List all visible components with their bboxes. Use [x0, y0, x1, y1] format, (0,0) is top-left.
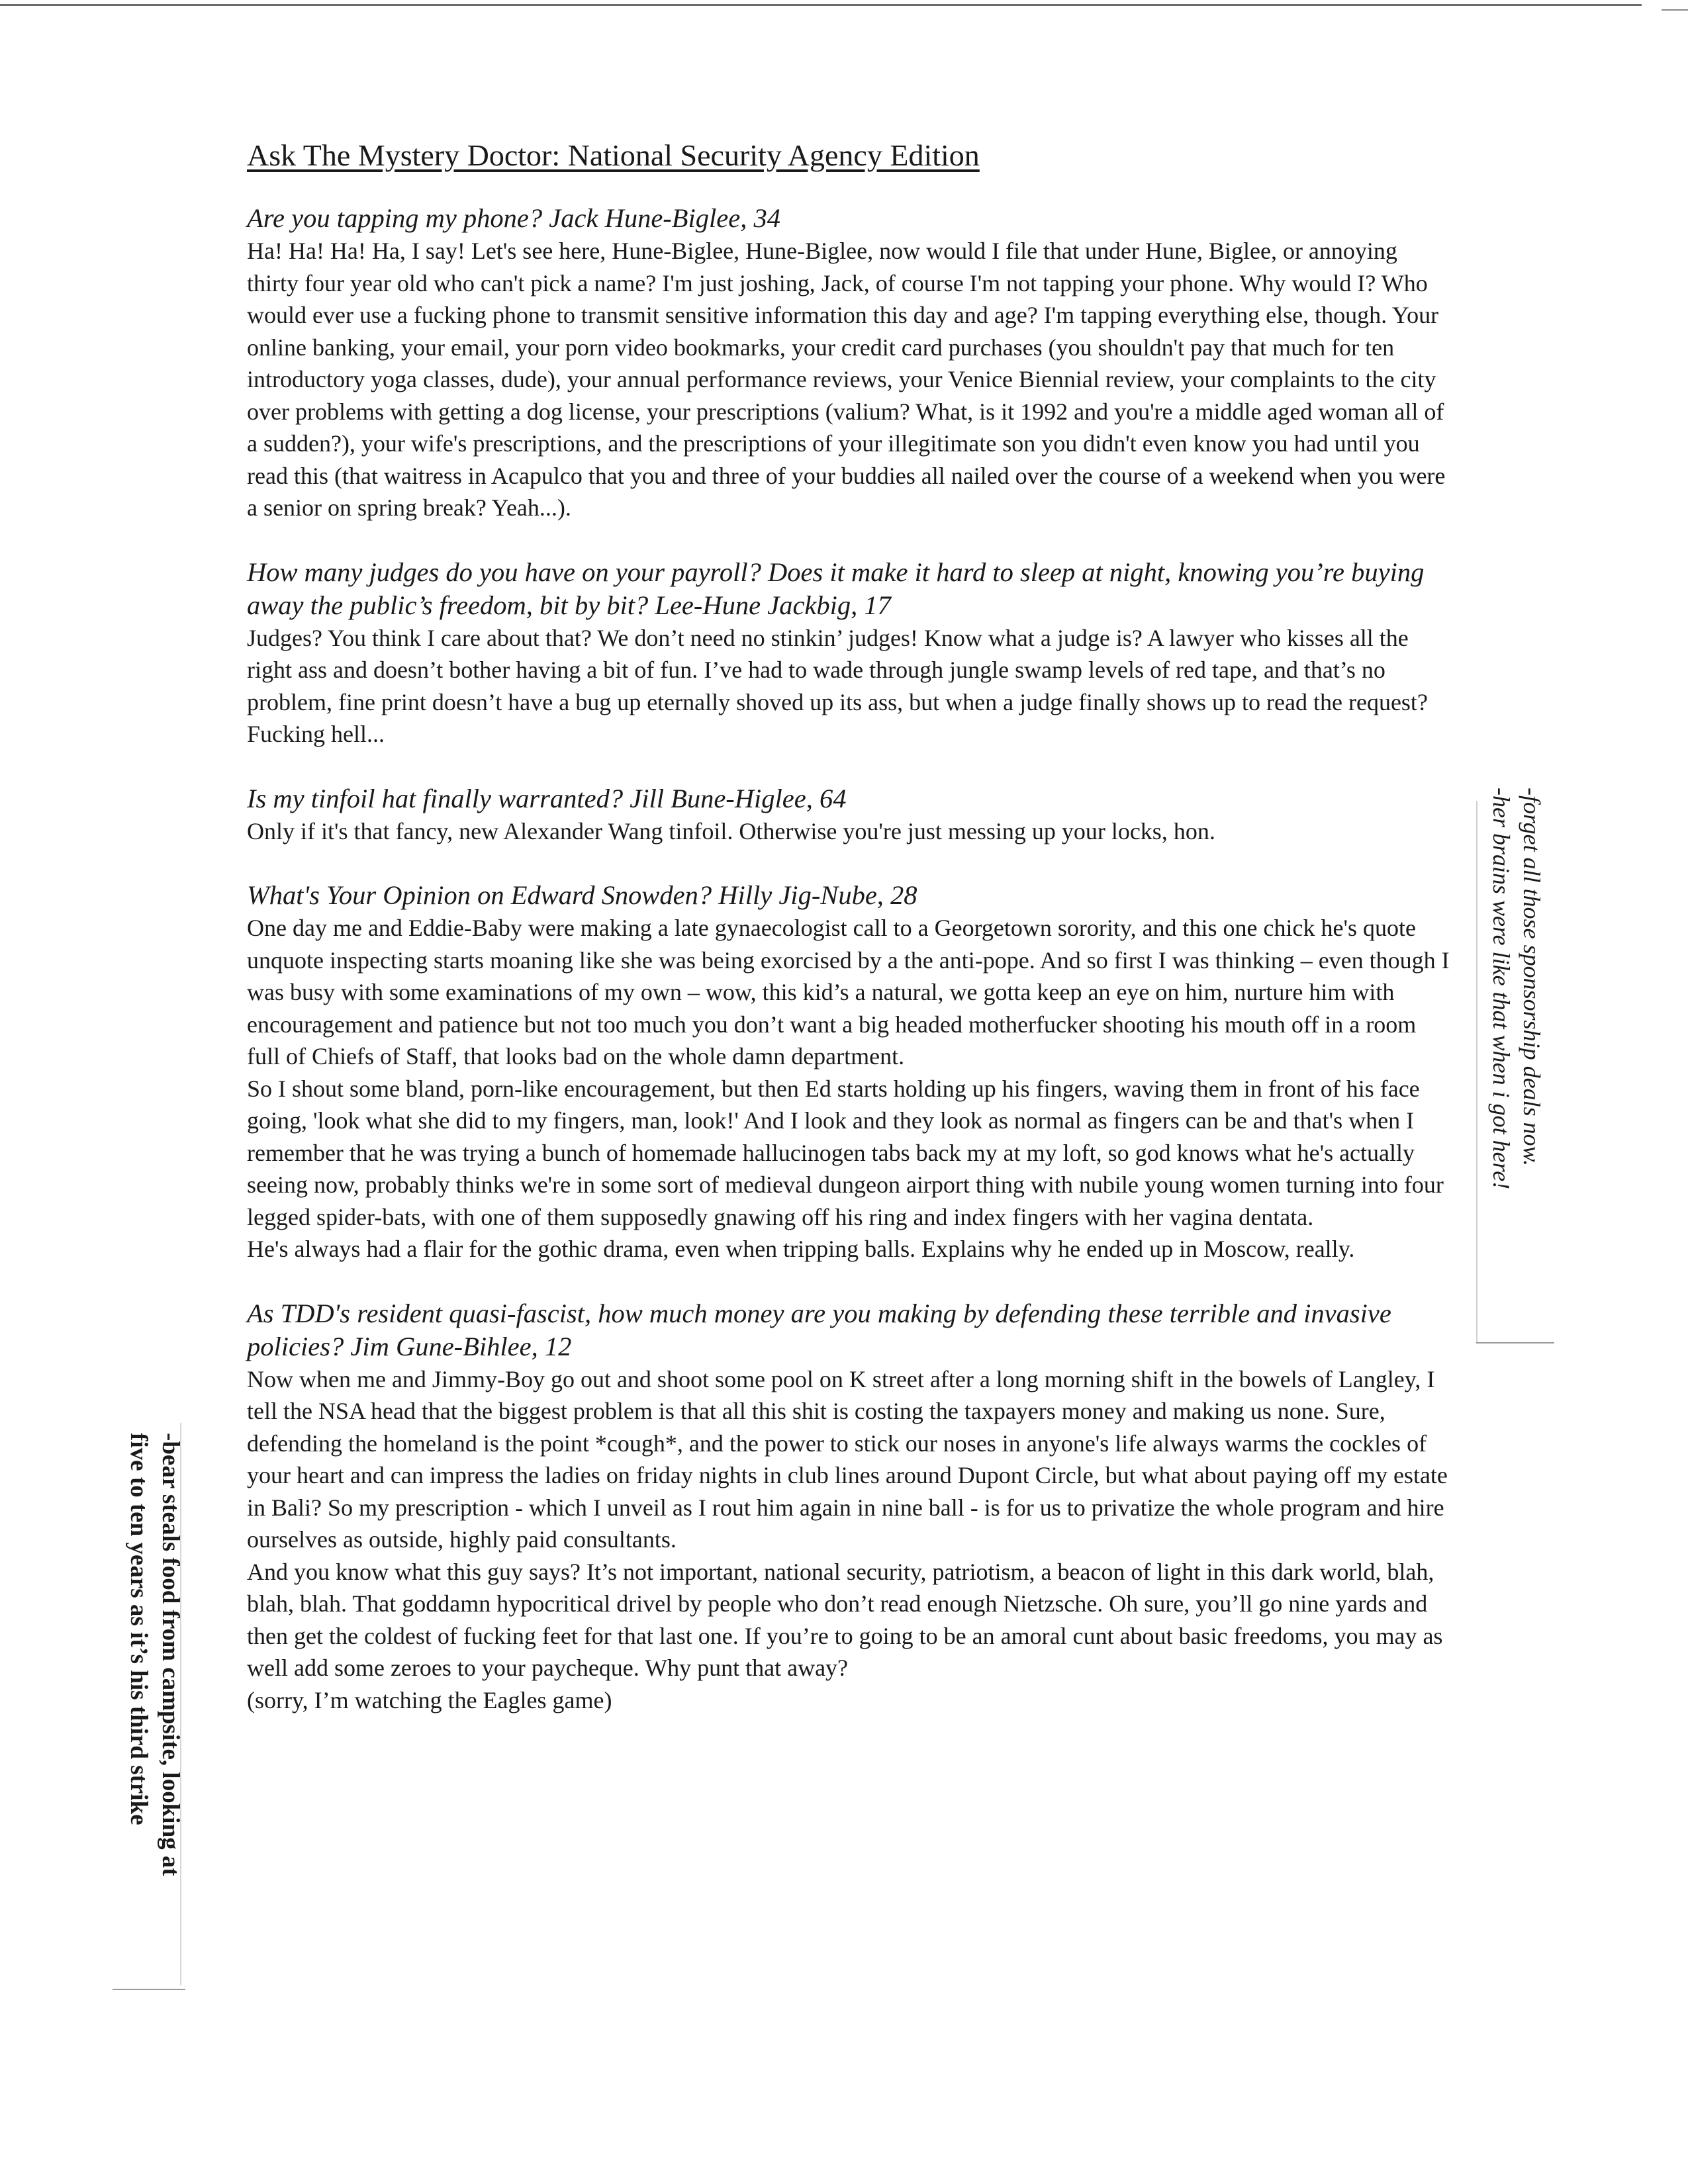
answer-1-paragraph-1: Ha! Ha! Ha! Ha, I say! Let's see here, Hune-Biglee, Hune-Biglee, now would I file that under Hune, Biglee, or annoying thirty four year old who can't pick a name? I'm just joshing, Jack, of course I'm not tapping your phone. Why would I? Who would ever use a fucking phone to transmit sensitive information this day and age? I'm tapping everything else, though. Your online banking, your email, your porn video bookmarks, your credit card purchases (you shouldn't pay that much for ten introductory yoga classes, dude), your annual performance reviews, your Venice Biennial review, your complaints to the city over problems with getting a dog license, your prescriptions (valium? What, is it 1992 and you're a middle aged woman all of a sudden?), your wife's prescriptions, and the prescriptions of your illegitimate son you didn't even know you had until you read this (that waitress in Acapulco that you and three of your buddies all nailed over the course of a weekend when you were a senior on spring break? Yeah...). — [247, 238, 1446, 521]
answer-4-paragraph-2: So I shout some bland, porn-like encouragement, but then Ed starts holding up his fingers, waving them in front of his face going, 'look what she did to my fingers, man, look!' And I look and they look as normal as fingers can be and that's when I remember that he was trying a bunch of homemade hallucinogen tabs back my at my loft, so god knows what he's actually seeing now, probably thinks we're in some sort of medieval dungeon airport thing with nubile young women turning into four legged spider-bats, with one of them supposedly gnawing off his ring and index fingers with her vagina dentata. — [247, 1075, 1444, 1230]
question-4: What's Your Opinion on Edward Snowden? Hilly Jig-Nube, 28 — [247, 880, 917, 910]
scan-edge-line — [0, 4, 1642, 6]
document-title: Ask The Mystery Doctor: National Security Agency Edition — [247, 138, 980, 172]
answer-5-paragraph-3: (sorry, I’m watching the Eagles game) — [247, 1686, 612, 1713]
answer-3-paragraph-1: Only if it's that fancy, new Alexander Wang tinfoil. Otherwise you're just messing up your locks, hon. — [247, 817, 1215, 844]
qa-section-2 — [247, 556, 1452, 751]
right-margin-note — [1486, 788, 1547, 1189]
answer-5-paragraph-2: And you know what this guy says? It’s not important, national security, patriotism, a beacon of light in this dark world, blah, blah, blah. That goddamn hypocritical drivel by people who don’t read enough Nietzsche. Oh sure, you’ll go nine yards and then get the coldest of fucking feet for that last one. If you’re to going to be an amoral cunt about basic freedoms, you may as well add some zeroes to your paycheque. Why punt that away? — [247, 1558, 1443, 1681]
question-5: As TDD's resident quasi-fascist, how much money are you making by defending these terrible and invasive policies? Jim Gune-Bihlee, 12 — [247, 1298, 1391, 1361]
qa-section-1 — [247, 202, 1452, 524]
answer-4-paragraph-3: He's always had a flair for the gothic drama, even when tripping balls. Explains why he ended up in Moscow, really. — [247, 1236, 1355, 1262]
left-margin-note-line-1: -bear steals food from campsite, looking at — [157, 1433, 184, 1876]
document-body — [247, 138, 1452, 1748]
right-note-strip-edge — [1476, 801, 1477, 1343]
answer-2-paragraph-1: Judges? You think I care about that? We don’t need no stinkin’ judges! Know what a judge is? A lawyer who kisses all the right ass and doesn’t bother having a bit of fun. I’ve had to wade through jungle swamp levels of red tape, and that’s no problem, fine print doesn’t have a bug up eternally shoved up its ass, but when a judge finally shows up to read the request? Fucking hell... — [247, 624, 1428, 747]
answer-5-paragraph-1: Now when me and Jimmy-Boy go out and shoot some pool on K street after a long morning shift in the bowels of Langley, I tell the NSA head that the biggest problem is that all this shit is costing the taxpayers money and making us none. Sure, defending the homeland is the point *cough*, and the power to stick our noses in anyone's life always warms the cockles of your heart and can impress the ladies on friday nights in club lines around Dupont Circle, but what about paying off my estate in Bali? So my prescription - which I unveil as I rout him again in nine ball - is for us to privatize the whole program and hire ourselves as outside, highly paid consultants. — [247, 1365, 1448, 1553]
left-margin-note — [122, 1433, 186, 1876]
right-margin-note-line-1: -forget all those sponsorship deals now. — [1519, 788, 1545, 1167]
left-margin-note-line-2: five to ten years as it’s his third strike — [125, 1433, 152, 1825]
scan-corner-mark — [1662, 0, 1688, 11]
left-note-strip-bottom-edge — [113, 1989, 185, 1990]
question-3: Is my tinfoil hat finally warranted? Jill Bune-Higlee, 64 — [247, 783, 847, 813]
right-margin-note-line-2: -her brains were like that when i got here! — [1488, 788, 1515, 1190]
question-2: How many judges do you have on your payroll? Does it make it hard to sleep at night, knowing you’re buying away the public’s freedom, bit by bit? Lee-Hune Jackbig, 17 — [247, 557, 1425, 620]
question-1: Are you tapping my phone? Jack Hune-Biglee, 34 — [247, 203, 780, 233]
right-note-strip-bottom-edge — [1476, 1342, 1554, 1343]
answer-4-paragraph-1: One day me and Eddie-Baby were making a late gynaecologist call to a Georgetown sorority, and this one chick he's quote unquote inspecting starts moaning like she was being exorcised by a the anti-pope. And so first I was thinking – even though I was busy with some examinations of my own – wow, this kid’s a natural, we gotta keep an eye on him, nurture him with encouragement and patience but not too much you don’t want a big headed motherfucker shooting his mouth off in a room full of Chiefs of Staff, that looks bad on the whole damn department. — [247, 915, 1450, 1069]
qa-section-3 — [247, 782, 1452, 848]
qa-section-4 — [247, 879, 1452, 1265]
qa-section-5 — [247, 1297, 1452, 1717]
